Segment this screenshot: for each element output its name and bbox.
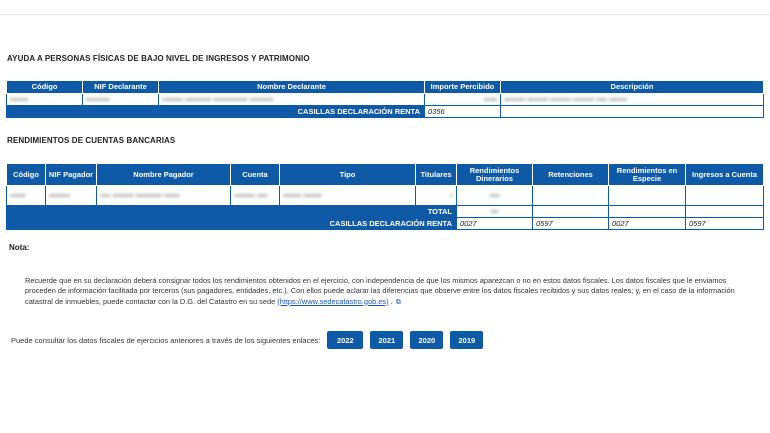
- previous-years-row: [11, 330, 483, 350]
- total-spacer-cell: [7, 206, 46, 218]
- ayuda-table: [6, 80, 764, 118]
- table-row: [7, 94, 764, 106]
- casillas-value: 0027: [457, 218, 533, 230]
- casillas-label: CASILLAS DECLARACIÓN RENTA: [46, 218, 457, 230]
- col-header-ingresos-cuenta: Ingresos a Cuenta: [686, 164, 764, 186]
- year-button-2021[interactable]: 2021: [370, 331, 403, 349]
- casillas-label: CASILLAS DECLARACIÓN RENTA: [7, 106, 425, 118]
- nota-text-body: Recuerde que en su declaración deberá consignar todos los rendimientos obtenidos en el ejercicio, con independencia de que los mismos aparezcan o no en estos datos fiscales. Los datos fiscales que le enviamos proceden de información facilitada por terceros (sus pagadores, entidades, etc.). Con ellos puede aclarar las diferencias que observe entre los datos fiscales recibidos y sus datos reales; y, en el caso de la información catastral de inmuebles, puede contactar con la D.G. del Catastro en su sede: [25, 276, 735, 306]
- section-title-rendimientos: RENDIMIENTOS DE CUENTAS BANCARIAS: [7, 136, 176, 145]
- year-button-2019[interactable]: 2019: [450, 331, 483, 349]
- col-header-codigo: Código: [7, 81, 83, 94]
- casillas-value: 0597: [686, 218, 764, 230]
- col-header-titulares: Titulares: [416, 164, 457, 186]
- year-button-2020[interactable]: 2020: [410, 331, 443, 349]
- cell-nombre-declarante: •••••••• •••••••••• ••••••••••••• •••••••••: [159, 94, 425, 106]
- casillas-value: 0027: [609, 218, 686, 230]
- catastro-link[interactable]: (https://www.sedecatastro.gob.es): [277, 296, 389, 306]
- rendimientos-table: [6, 163, 764, 230]
- casillas-row: [7, 106, 764, 118]
- table-row: [7, 186, 764, 206]
- section-title-ayuda: AYUDA A PERSONAS FÍSICAS DE BAJO NIVEL DE INGRESOS Y PATRIMONIO: [7, 54, 310, 63]
- rendimientos-header-row: [7, 164, 764, 186]
- col-header-rendimientos-especie: Rendimientos en Especie: [609, 164, 686, 186]
- cell-rendimientos-especie: [609, 186, 686, 206]
- cell-nombre-pagador: •••• •••••••• •••••••••• ••••••: [97, 186, 231, 206]
- col-header-importe-percibido: Importe Percibido: [425, 81, 501, 94]
- total-label: TOTAL: [46, 206, 457, 218]
- col-header-nombre-pagador: Nombre Pagador: [97, 164, 231, 186]
- col-header-cuenta: Cuenta: [231, 164, 280, 186]
- col-header-rendimientos-dinerarios: Rendimientos Dinerarios: [457, 164, 533, 186]
- external-link-icon[interactable]: ⧉: [395, 298, 401, 306]
- cell-codigo: ••••••: [7, 186, 46, 206]
- casillas-spacer-cell: [7, 218, 46, 230]
- cell-cuenta: •••••••• ••••: [231, 186, 280, 206]
- cell-codigo: •••••••: [7, 94, 83, 106]
- col-header-retenciones: Retenciones: [533, 164, 609, 186]
- col-header-nombre-declarante: Nombre Declarante: [159, 81, 425, 94]
- cell-titulares: •: [416, 186, 457, 206]
- nota-label: Nota:: [9, 243, 30, 252]
- col-header-descripcion: Descripción: [501, 81, 764, 94]
- nota-text: [25, 276, 740, 308]
- total-ingresos: [686, 206, 764, 218]
- cell-tipo: ••••••• •••••••: [280, 186, 416, 206]
- col-header-codigo: Código: [7, 164, 46, 186]
- cell-descripcion: •••••••• •••••••• •••••••• •••••••• •••• •••••••: [501, 94, 764, 106]
- col-header-nif-declarante: NIF Declarante: [83, 81, 159, 94]
- cell-ingresos-cuenta: [686, 186, 764, 206]
- total-retenciones: [533, 206, 609, 218]
- cell-retenciones: [533, 186, 609, 206]
- total-row: [7, 206, 764, 218]
- casillas-value: 0356: [425, 106, 501, 118]
- year-button-2022[interactable]: 2022: [327, 331, 363, 349]
- nota-text-tail: .: [388, 296, 393, 306]
- ayuda-header-row: [7, 81, 764, 94]
- casillas-value: 0597: [533, 218, 609, 230]
- total-value: •••: [457, 206, 533, 218]
- casillas-empty-cell: [501, 106, 764, 118]
- cell-nif-declarante: •••••••••: [83, 94, 159, 106]
- top-divider: [0, 14, 770, 15]
- cell-rendimientos-dinerarios: ••••: [457, 186, 533, 206]
- previous-years-label: Puede consultar los datos fiscales de ejercicios anteriores a través de los siguientes enlaces:: [11, 335, 321, 345]
- total-especie: [609, 206, 686, 218]
- casillas-row: [7, 218, 764, 230]
- cell-importe-percibido: •••••: [425, 94, 501, 106]
- cell-nif-pagador: ••••••••: [46, 186, 97, 206]
- col-header-nif-pagador: NIF Pagador: [46, 164, 97, 186]
- col-header-tipo: Tipo: [280, 164, 416, 186]
